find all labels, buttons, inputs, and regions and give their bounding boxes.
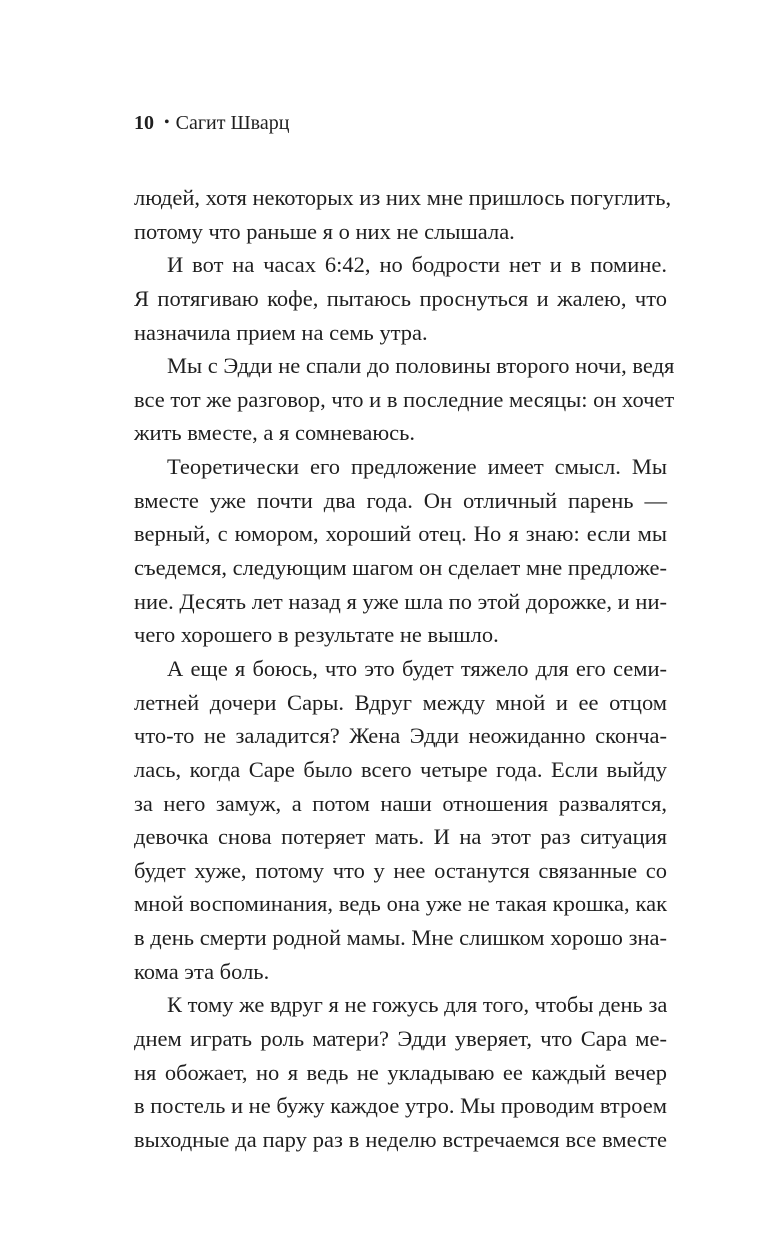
text-line: что-то не заладится? Жена Эдди неожиданно сконча- <box>134 723 667 749</box>
text-line: верный, с юмором, хороший отец. Но я знаю: если мы <box>134 521 667 547</box>
page-number: 10 <box>134 112 154 134</box>
text-line: К тому же вдруг я не гожусь для того, чтобы день за <box>167 992 668 1018</box>
text-line: Я потягиваю кофе, пытаюсь проснуться и жалею, что <box>134 285 667 311</box>
text-line: мной воспоминания, ведь она уже не такая крошка, как <box>134 891 667 917</box>
text-line: девочка снова потеряет мать. И на этот раз ситуация <box>134 824 667 850</box>
running-header <box>134 110 289 138</box>
text-line: выходные да пару раз в неделю встречаемся все вместе <box>134 1126 667 1152</box>
text-line: И вот на часах 6:42, но бодрости нет и в помине. <box>167 252 667 278</box>
text-line: Теоретически его предложение имеет смысл. Мы <box>167 454 667 480</box>
text-line: лась, когда Саре было всего четыре года. Если выйду <box>134 756 667 782</box>
text-line: ня обожает, но я ведь не укладываю ее каждый вечер <box>134 1059 667 1085</box>
text-line: в день смерти родной мамы. Мне слишком хорошо зна- <box>134 925 667 951</box>
text-line: днем играть роль матери? Эдди уверяет, что Сара ме- <box>134 1026 667 1052</box>
text-line: Мы с Эдди не спали до половины второго ночи, ведя <box>167 353 675 379</box>
text-line: ние. Десять лет назад я уже шла по этой дорожке, и ни- <box>134 588 667 614</box>
text-line: кома эта боль. <box>134 958 270 984</box>
text-line: потому что раньше я о них не слышала. <box>134 218 515 244</box>
text-line: за него замуж, а потом наши отношения развалятся, <box>134 790 667 816</box>
text-line: будет хуже, потому что у нее останутся связанные со <box>134 857 667 883</box>
text-line: все тот же разговор, что и в последние месяцы: он хочет <box>134 386 675 412</box>
text-line: людей, хотя некоторых из них мне пришлось погуглить, <box>134 185 672 210</box>
text-line: летней дочери Сары. Вдруг между мной и ее отцом <box>134 689 667 715</box>
body-text <box>134 181 675 1157</box>
text-line: в постель и не бужу каждое утро. Мы проводим втроем <box>134 1093 668 1119</box>
text-line: вместе уже почти два года. Он отличный парень — <box>134 487 667 513</box>
text-line: назначила прием на семь утра. <box>134 319 428 345</box>
author-name: Сагит Шварц <box>175 112 290 134</box>
text-line: съедемся, следующим шагом он сделает мне предложе- <box>134 555 667 581</box>
header-separator: • <box>164 114 170 131</box>
text-line: жить вместе, а я сомневаюсь. <box>134 420 416 446</box>
text-line: чего хорошего в результате не вышло. <box>134 622 499 648</box>
text-line: А еще я боюсь, что это будет тяжело для его семи- <box>167 655 667 681</box>
